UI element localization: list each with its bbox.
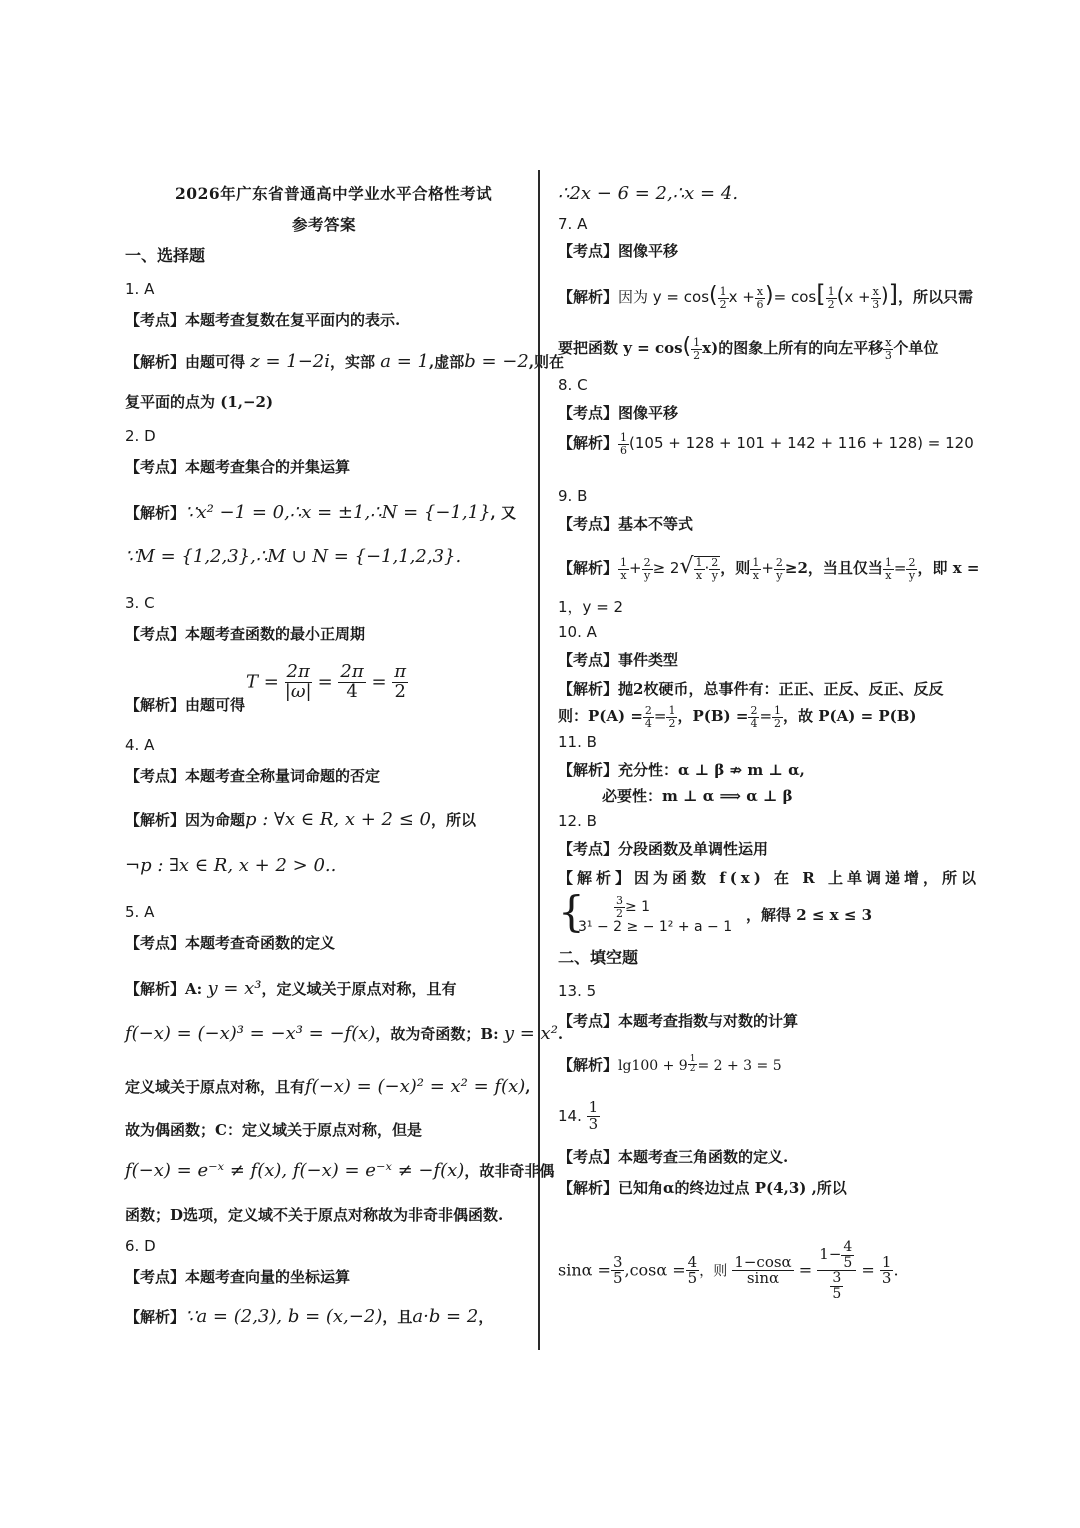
q14-eq: = bbox=[798, 1260, 813, 1280]
q7-frac-half-num: 1 bbox=[719, 284, 727, 298]
q14-sin-frac-num: 3 bbox=[612, 1252, 623, 1271]
q4-kaodian bbox=[125, 766, 380, 786]
q14-answer-frac bbox=[587, 1100, 601, 1133]
q9-jiexi-a: + bbox=[629, 559, 642, 578]
q2-jiexi bbox=[125, 503, 516, 523]
q9-frac2-num: 2 bbox=[643, 556, 651, 569]
q7-bracket2: ] bbox=[888, 280, 899, 308]
q6-continuation: ∴2x − 6 = 2,∴x = 4. bbox=[558, 183, 739, 204]
q14-nested-bot-frac-den: 5 bbox=[832, 1286, 842, 1303]
q9-frac3-num: 1 bbox=[752, 556, 760, 569]
q4-jiexi-tail: ，所以 bbox=[430, 811, 476, 829]
q14-nested-frac bbox=[817, 1240, 856, 1302]
q9-sqrt-frac2-den: y bbox=[711, 568, 718, 582]
q7-jiexi-b: x + bbox=[728, 288, 755, 306]
q3-jiexi bbox=[125, 695, 245, 715]
q14-answer-frac-num: 1 bbox=[588, 1098, 599, 1116]
q5-kaodian bbox=[125, 933, 335, 953]
q5-line3-math: f(−x) = (−x)² = x² = f(x) bbox=[305, 1076, 526, 1097]
sqrt-icon: √ bbox=[679, 554, 694, 580]
q10-frac3-num: 2 bbox=[750, 704, 758, 717]
q1-kaodian bbox=[125, 310, 400, 330]
q7-line2-frac bbox=[691, 337, 702, 361]
q14-big-den: sinα bbox=[746, 1269, 780, 1288]
q1-jiexi bbox=[125, 352, 564, 372]
q4-line2-tail: .. bbox=[324, 855, 337, 876]
q1-kaodian-text: 本题考查复数在复平面内的表示. bbox=[185, 311, 401, 329]
q14-answer-label: 14. bbox=[558, 1106, 582, 1125]
q4-kaodian-text: 本题考查全称量词命题的否定 bbox=[185, 767, 381, 785]
q9-sqrt-frac1 bbox=[694, 557, 705, 581]
q12-case1-frac-num: 3 bbox=[616, 894, 623, 907]
q4-line2-math: ¬p : ∃x ∈ R, x + 2 > 0 bbox=[125, 855, 325, 876]
q10-frac1-num: 2 bbox=[644, 704, 652, 717]
q11-jiexi-text: 充分性：α ⊥ β ⇏ m ⊥ α, bbox=[618, 761, 805, 779]
q12-kaodian-text: 分段函数及单调性运用 bbox=[618, 840, 769, 858]
q1-jiexi-e: ,虚部 bbox=[429, 353, 465, 371]
q14-nested-bot-frac-num: 3 bbox=[832, 1270, 842, 1287]
kaodian-label: 【考点】 bbox=[558, 1012, 619, 1030]
q13-jiexi-b: = 2 + 3 = 5 bbox=[697, 1058, 782, 1074]
q3-period-formula bbox=[246, 663, 408, 702]
q7-kaodian bbox=[558, 241, 678, 261]
q12-case1-tail: ≥ 1 bbox=[625, 899, 651, 916]
q12-jiexi-text: 因为函数 f(x) 在 R 上单调递增，所以 bbox=[634, 869, 980, 887]
q9-sqrt-body bbox=[694, 556, 721, 581]
kaodian-label: 【考点】 bbox=[558, 651, 619, 669]
q9-sqrt-dot: · bbox=[704, 559, 710, 578]
q12-piecewise bbox=[558, 887, 958, 941]
q7-line2-frac-x3-num: x bbox=[885, 336, 892, 349]
q3-answer: 3. C bbox=[125, 594, 155, 612]
q10-line2 bbox=[558, 705, 917, 729]
q2-jiexi-math: ∵x² −1 = 0,∴x = ±1,∴N = {−1,1} bbox=[185, 502, 491, 523]
q10-frac1-den: 4 bbox=[644, 716, 652, 730]
jiexi-label: 【解析】 bbox=[558, 680, 619, 698]
q7-bracket1: [ bbox=[816, 280, 826, 308]
q7-frac-x6-den: 6 bbox=[756, 297, 764, 311]
q8-answer: 8. C bbox=[558, 376, 588, 394]
q10-answer: 10. A bbox=[558, 623, 597, 641]
q9-frac3-den: x bbox=[752, 568, 759, 582]
q9-jiexi-c: ，则 bbox=[720, 559, 751, 578]
q8-kaodian bbox=[558, 403, 678, 423]
q13-exp bbox=[688, 1055, 698, 1075]
q9-sqrt-frac2 bbox=[709, 557, 720, 581]
q9-answer: 9. B bbox=[558, 487, 588, 505]
q9-jiexi-d: + bbox=[761, 559, 774, 578]
q6-answer: 6. D bbox=[125, 1237, 156, 1255]
q7-frac-half2-den: 2 bbox=[827, 297, 835, 311]
q3-kaodian-text: 本题考查函数的最小正周期 bbox=[185, 625, 366, 643]
q7-paren4: ) bbox=[880, 283, 889, 307]
q11-answer: 11. B bbox=[558, 733, 597, 751]
kaodian-label: 【考点】 bbox=[125, 934, 186, 952]
q5-jiexi-a: A: bbox=[185, 980, 203, 998]
q9-frac4 bbox=[774, 557, 785, 581]
q7-line2-d: 的图象上所有的向左平移 bbox=[718, 339, 884, 358]
q5-kaodian-text: 本题考查奇函数的定义 bbox=[185, 934, 336, 952]
q2-line2 bbox=[125, 547, 461, 567]
q12-result: ，解得 2 ≤ x ≤ 3 bbox=[746, 906, 873, 924]
q14-sin: sinα = bbox=[558, 1260, 611, 1280]
q10-frac2 bbox=[666, 705, 677, 729]
q14-answer-frac-den: 3 bbox=[588, 1114, 599, 1133]
q10-jiexi bbox=[558, 679, 943, 699]
q3-eq2: = bbox=[371, 671, 387, 693]
q9-kaodian-text: 基本不等式 bbox=[618, 515, 694, 533]
q8-frac-den: 6 bbox=[620, 443, 628, 457]
q14-res-frac-den: 3 bbox=[881, 1269, 892, 1288]
kaodian-label: 【考点】 bbox=[558, 404, 619, 422]
q9-frac6 bbox=[906, 557, 917, 581]
q5-line4: 故为偶函数；C：定义域关于原点对称，但是 bbox=[125, 1121, 422, 1139]
q9-frac6-num: 2 bbox=[908, 556, 916, 569]
q12-brace: { bbox=[558, 887, 585, 936]
q9-frac1-den: x bbox=[620, 568, 627, 582]
q10-frac2-num: 1 bbox=[668, 704, 676, 717]
q14-nested-top-frac-num: 4 bbox=[843, 1239, 853, 1255]
q5-line3-tail: , bbox=[525, 1078, 531, 1096]
q7-line2-frac-x3 bbox=[883, 337, 893, 361]
jiexi-label: 【解析】 bbox=[125, 1308, 186, 1326]
kaodian-label: 【考点】 bbox=[125, 767, 186, 785]
q3-T: T = bbox=[246, 671, 279, 693]
q5-jiexi bbox=[125, 979, 457, 999]
q9-jiexi-f: = bbox=[893, 559, 907, 578]
q9-frac6-den: y bbox=[908, 568, 916, 582]
q9-sqrt-frac2-num: 2 bbox=[711, 556, 719, 569]
q5-line3-text: 定义域关于原点对称，且有 bbox=[125, 1078, 306, 1096]
q5-jiexi-math: y = x³ bbox=[207, 978, 262, 999]
q3-f3-den: 2 bbox=[394, 680, 406, 702]
q9-frac2 bbox=[642, 557, 653, 581]
q7-line2-paren: ( bbox=[682, 334, 692, 360]
jiexi-label: 【解析】 bbox=[125, 980, 186, 998]
q3-f3-num: π bbox=[394, 661, 407, 682]
kaodian-label: 【考点】 bbox=[558, 1148, 619, 1166]
q1-jiexi-a-eq: a = 1 bbox=[380, 351, 429, 372]
q10-kaodian-text: 事件类型 bbox=[618, 651, 679, 669]
q7-jiexi-a: 因为 y = cos bbox=[618, 288, 710, 306]
q9-kaodian bbox=[558, 514, 693, 534]
q14-cos-frac-num: 4 bbox=[687, 1252, 698, 1271]
q13-kaodian bbox=[558, 1011, 798, 1031]
q7-line2-frac-x3-den: 3 bbox=[884, 348, 892, 362]
q14-kaodian bbox=[558, 1147, 788, 1167]
q5-answer: 5. A bbox=[125, 903, 155, 921]
q12-case1 bbox=[614, 895, 650, 919]
q5-line3 bbox=[125, 1077, 531, 1097]
q11-line2: 必要性：m ⊥ α ⟹ α ⊥ β bbox=[602, 787, 793, 805]
q7-frac-half2-num: 1 bbox=[827, 284, 835, 298]
jiexi-label: 【解析】 bbox=[558, 559, 619, 578]
q5-line2-math: f(−x) = (−x)³ = −x³ = −f(x) bbox=[125, 1023, 376, 1044]
q3-f1-num: 2π bbox=[286, 661, 310, 682]
q10-line2-d: = bbox=[759, 707, 773, 726]
q7-frac-half-den: 2 bbox=[719, 297, 727, 311]
q5-jiexi-tail: ，定义域关于原点对称，且有 bbox=[261, 980, 457, 998]
q3-frac3 bbox=[392, 663, 408, 702]
q10-line2-a: 则：P(A) = bbox=[558, 707, 643, 726]
kaodian-label: 【考点】 bbox=[558, 515, 619, 533]
q8-frac-num: 1 bbox=[620, 431, 628, 444]
jiexi-label: 【解析】 bbox=[125, 696, 186, 714]
q7-line2-e: 个单位 bbox=[893, 339, 939, 358]
q7-frac-half2 bbox=[826, 286, 837, 310]
q7-frac-x3 bbox=[871, 286, 881, 310]
exam-subtitle: 参考答案 bbox=[292, 215, 357, 234]
q6-kaodian-text: 本题考查向量的坐标运算 bbox=[185, 1268, 351, 1286]
q7-jiexi-c: = cos bbox=[773, 288, 817, 306]
q9-frac2-den: y bbox=[643, 568, 651, 582]
q14-nested-top-frac-den: 5 bbox=[843, 1254, 853, 1271]
q14-cos: ,cosα = bbox=[624, 1260, 686, 1280]
q14-res-frac-num: 1 bbox=[881, 1252, 892, 1271]
q9-jiexi-g: ，即 x = bbox=[917, 559, 980, 578]
q7-line2-c: x) bbox=[702, 339, 719, 358]
q10-frac4-den: 2 bbox=[774, 716, 782, 730]
q2-line2-math: ∵M = {1,2,3},∴M ∪ N = {−1,1,2,3} bbox=[125, 546, 456, 567]
q14-cos-frac bbox=[686, 1252, 700, 1288]
q1-jiexi-b-eq: b = −2 bbox=[464, 351, 529, 372]
q9-frac4-num: 2 bbox=[775, 556, 783, 569]
q10-frac3 bbox=[748, 705, 759, 729]
q4-jiexi bbox=[125, 810, 476, 830]
q12-case1-frac-den: 2 bbox=[616, 906, 623, 920]
jiexi-label: 【解析】 bbox=[558, 869, 635, 887]
q7-jiexi-tail: ，所以只需 bbox=[898, 288, 974, 306]
q12-answer: 12. B bbox=[558, 812, 597, 830]
q12-case1-frac bbox=[614, 895, 625, 919]
q14-jiexi-text: 已知角α的终边过点 P(4,3) ,所以 bbox=[618, 1179, 847, 1197]
q14-jiexi bbox=[558, 1178, 847, 1198]
q4-line2 bbox=[125, 856, 336, 876]
jiexi-label: 【解析】 bbox=[125, 504, 186, 522]
q2-kaodian-text: 本题考查集合的并集运算 bbox=[185, 458, 351, 476]
q5-line2-math2: y = x² bbox=[503, 1023, 558, 1044]
jiexi-label: 【解析】 bbox=[558, 434, 619, 453]
q13-jiexi-a: lg100 + 9 bbox=[618, 1058, 688, 1074]
q5-line2-text: ，故为奇函数；B: bbox=[375, 1025, 499, 1043]
q3-frac2 bbox=[338, 663, 365, 702]
q4-jiexi-math: p : ∀x ∈ R, x + 2 ≤ 0 bbox=[245, 809, 431, 830]
kaodian-label: 【考点】 bbox=[125, 1268, 186, 1286]
q12-case2: 3¹ − 2 ≥ − 1² + a − 1 bbox=[578, 919, 733, 935]
q7-paren1: ( bbox=[709, 283, 718, 308]
q7-jiexi-e: x + bbox=[844, 288, 871, 306]
q12-jiexi bbox=[558, 868, 980, 888]
q14-cos-frac-den: 5 bbox=[687, 1269, 698, 1288]
q10-line2-c: ，P(B) = bbox=[677, 707, 749, 726]
q7-frac-x6 bbox=[755, 286, 765, 310]
q7-line2-a: 要把函数 y = cos bbox=[558, 339, 683, 358]
q4-jiexi-a: 因为命题 bbox=[185, 811, 246, 829]
q7-paren2: ) bbox=[765, 283, 774, 308]
q1-jiexi-a: 由题可得 bbox=[185, 353, 246, 371]
q10-kaodian bbox=[558, 650, 678, 670]
q10-frac4-num: 1 bbox=[774, 704, 782, 717]
q10-frac2-den: 2 bbox=[668, 716, 676, 730]
q7-line2-frac-den: 2 bbox=[693, 348, 701, 362]
q10-frac4 bbox=[772, 705, 783, 729]
q14-nested-top-frac bbox=[841, 1240, 854, 1270]
q9-jiexi-b: ≥ 2 bbox=[652, 559, 680, 578]
q3-f1-den: |ω| bbox=[284, 680, 312, 702]
kaodian-label: 【考点】 bbox=[125, 311, 186, 329]
q8-jiexi bbox=[558, 432, 974, 456]
section-choice-heading: 一、选择题 bbox=[125, 246, 206, 265]
q7-answer: 7. A bbox=[558, 215, 588, 233]
q14-kaodian-text: 本题考查三角函数的定义. bbox=[618, 1148, 789, 1166]
q14-formula bbox=[558, 1240, 899, 1302]
q6-jiexi-tail: ， bbox=[478, 1308, 494, 1326]
q13-exp-num: 1 bbox=[689, 1054, 696, 1064]
q7-frac-x3-num: x bbox=[872, 284, 879, 298]
q1-jiexi-g: ,则在 bbox=[528, 353, 565, 371]
q14-then: ，则 bbox=[699, 1263, 728, 1280]
jiexi-label: 【解析】 bbox=[558, 761, 619, 779]
q6-jiexi bbox=[125, 1307, 493, 1327]
q7-line2 bbox=[558, 334, 939, 362]
q14-nested-top bbox=[817, 1240, 856, 1271]
q1-jiexi-line2: 复平面的点为 (1,−2) bbox=[125, 393, 274, 411]
q14-dot: . bbox=[893, 1260, 899, 1280]
q2-kaodian bbox=[125, 457, 350, 477]
q2-answer: 2. D bbox=[125, 427, 156, 445]
q9-frac3 bbox=[750, 557, 761, 581]
q7-frac-x3-den: 3 bbox=[872, 297, 880, 311]
q9-sqrt-frac1-num: 1 bbox=[695, 556, 703, 569]
q8-jiexi-text: (105 + 128 + 101 + 142 + 116 + 128) = 120 bbox=[629, 434, 974, 453]
q3-f2-den: 4 bbox=[346, 680, 358, 702]
q6-jiexi-math: ∵a = (2,3), b = (x,−2) bbox=[185, 1306, 383, 1327]
q2-line2-tail: . bbox=[455, 546, 462, 567]
q13-kaodian-text: 本题考查指数与对数的计算 bbox=[618, 1012, 799, 1030]
q13-exp-den: 2 bbox=[689, 1064, 696, 1075]
q10-line2-b: = bbox=[653, 707, 667, 726]
q5-line2-tail: . bbox=[557, 1025, 564, 1043]
q1-jiexi-z: z = 1−2i bbox=[250, 351, 331, 372]
q9-jiexi bbox=[558, 556, 979, 581]
q10-jiexi-text: 抛2枚硬币，总事件有：正正、正反、反正、反反 bbox=[618, 680, 944, 698]
jiexi-label: 【解析】 bbox=[558, 1179, 619, 1197]
q5-line5-math: f(−x) = e⁻ˣ ≠ f(x), f(−x) = e⁻ˣ ≠ −f(x) bbox=[125, 1160, 465, 1181]
q9-frac4-den: y bbox=[776, 568, 783, 582]
q3-kaodian bbox=[125, 624, 365, 644]
q13-answer: 13. 5 bbox=[558, 982, 597, 1000]
q4-answer: 4. A bbox=[125, 736, 155, 754]
kaodian-label: 【考点】 bbox=[125, 458, 186, 476]
q9-frac1-num: 1 bbox=[620, 556, 628, 569]
q14-big-frac bbox=[732, 1252, 793, 1288]
q14-sin-frac bbox=[611, 1252, 625, 1288]
q9-jiexi-e: ≥2，当且仅当 bbox=[784, 559, 883, 578]
kaodian-label: 【考点】 bbox=[558, 840, 619, 858]
q14-res-frac bbox=[880, 1252, 894, 1288]
q7-frac-x6-num: x bbox=[756, 284, 764, 298]
q14-nested-bot-frac bbox=[830, 1271, 843, 1301]
q13-jiexi bbox=[558, 1055, 782, 1076]
q1-answer: 1. A bbox=[125, 280, 155, 298]
jiexi-label: 【解析】 bbox=[558, 288, 619, 306]
q12-kaodian bbox=[558, 839, 768, 859]
q6-jiexi-mid: ，且 bbox=[382, 1308, 413, 1326]
q9-frac1 bbox=[618, 557, 629, 581]
q6-kaodian bbox=[125, 1267, 350, 1287]
q10-frac3-den: 4 bbox=[750, 716, 758, 730]
section-fill-heading: 二、填空题 bbox=[558, 948, 639, 967]
q9-sqrt-frac1-den: x bbox=[695, 568, 703, 582]
q3-frac1 bbox=[285, 663, 312, 702]
q1-jiexi-c: ，实部 bbox=[330, 353, 376, 371]
jiexi-label: 【解析】 bbox=[558, 1056, 619, 1074]
q14-sin-frac-den: 5 bbox=[612, 1269, 623, 1288]
q5-line6: 函数；D选项，定义域不关于原点对称故为非奇非偶函数. bbox=[125, 1206, 504, 1224]
q9-frac5 bbox=[883, 557, 894, 581]
q11-jiexi bbox=[558, 760, 805, 780]
q8-frac bbox=[618, 432, 629, 456]
q9-frac5-num: 1 bbox=[884, 556, 892, 569]
q9-frac5-den: x bbox=[885, 568, 892, 582]
jiexi-label: 【解析】 bbox=[125, 353, 186, 371]
q14-eq2: = bbox=[861, 1260, 875, 1280]
q9-line2: 1，y = 2 bbox=[558, 598, 624, 616]
q14-answer bbox=[558, 1100, 600, 1133]
q6-jiexi-math2: a·b = 2 bbox=[412, 1306, 479, 1327]
q7-line2-frac-num: 1 bbox=[693, 336, 701, 349]
q3-f2-num: 2π bbox=[340, 661, 364, 682]
q14-nested-bottom bbox=[817, 1271, 856, 1301]
q14-nested-top-a: 1− bbox=[819, 1245, 842, 1264]
q3-eq1: = bbox=[317, 671, 333, 693]
jiexi-label: 【解析】 bbox=[125, 811, 186, 829]
q2-jiexi-tail: , 又 bbox=[490, 504, 516, 522]
q7-frac-half bbox=[718, 286, 729, 310]
exam-title: 2026年广东省普通高中学业水平合格性考试 bbox=[175, 184, 493, 203]
kaodian-label: 【考点】 bbox=[125, 625, 186, 643]
q3-jiexi-text: 由题可得 bbox=[185, 696, 246, 714]
q8-kaodian-text: 图像平移 bbox=[618, 404, 679, 422]
q14-big-num: 1−cosα bbox=[734, 1252, 792, 1271]
q5-line5 bbox=[125, 1161, 554, 1181]
q7-jiexi bbox=[558, 280, 974, 311]
q5-line5-tail: ，故非奇非偶 bbox=[464, 1162, 555, 1180]
q5-line2 bbox=[125, 1024, 563, 1044]
q10-frac1 bbox=[643, 705, 654, 729]
q10-line2-e: ，故 P(A) = P(B) bbox=[783, 707, 917, 726]
kaodian-label: 【考点】 bbox=[558, 242, 619, 260]
q7-paren3: ( bbox=[836, 283, 845, 307]
q7-kaodian-text: 图像平移 bbox=[618, 242, 679, 260]
